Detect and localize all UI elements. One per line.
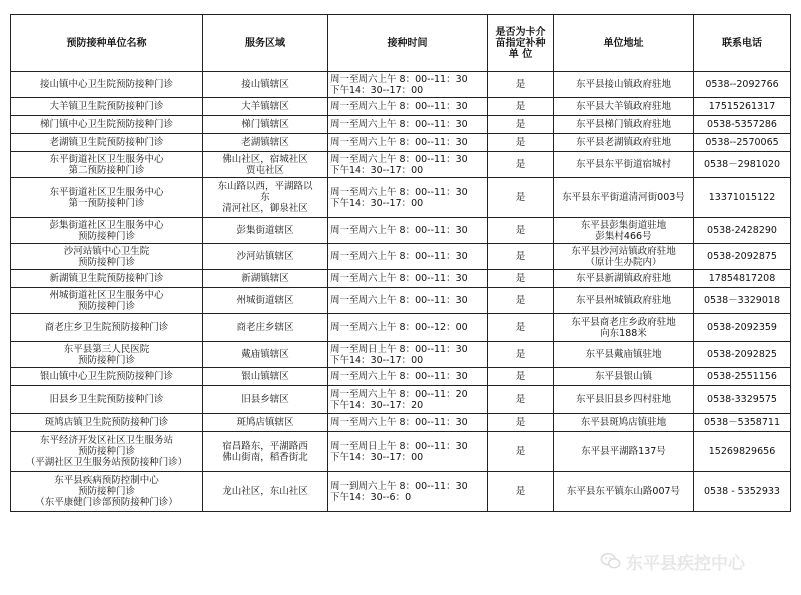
phone-cell: 0538-5357286 — [694, 116, 791, 134]
unit-name-cell: 银山镇中心卫生院预防接种门诊 — [11, 368, 203, 386]
address-cell: 东平县彭集街道驻地 彭集村466号 — [554, 218, 694, 244]
phone-cell: 0538-2551156 — [694, 368, 791, 386]
header-bcg-designated: 是否为卡介 苗指定补种 单 位 — [488, 15, 554, 72]
table-row — [11, 244, 791, 270]
vaccination-time-cell: 周一至周六上午 8：00--11：30 — [328, 98, 488, 116]
vaccination-time-cell: 周一至周六上午 8：00--11：30 — [328, 134, 488, 152]
phone-cell: 0538 - 5352933 — [694, 472, 791, 512]
address-cell: 东平县斑鸠店镇驻地 — [554, 414, 694, 432]
phone-cell: 13371015122 — [694, 178, 791, 218]
table-row — [11, 134, 791, 152]
unit-name-cell: 梯门镇中心卫生院预防接种门诊 — [11, 116, 203, 134]
service-area-cell: 老湖镇辖区 — [203, 134, 328, 152]
bcg-designated-cell: 是 — [488, 314, 554, 342]
service-area-cell: 银山镇辖区 — [203, 368, 328, 386]
bcg-designated-cell: 是 — [488, 432, 554, 472]
bcg-designated-cell: 是 — [488, 472, 554, 512]
vaccination-time-cell: 周一至周六上午 8：00--11：30 — [328, 368, 488, 386]
vaccination-time-cell: 周一至周六上午 8：00--11：30 — [328, 116, 488, 134]
address-cell: 东平县东平镇东山路007号 — [554, 472, 694, 512]
service-area-cell: 戴庙镇辖区 — [203, 342, 328, 368]
phone-cell: 0538-2092875 — [694, 244, 791, 270]
vaccination-time-cell: 周一到周六上午 8：00--11：30 下午14：30--6：0 — [328, 472, 488, 512]
table-row — [11, 386, 791, 414]
table-row — [11, 288, 791, 314]
bcg-designated-cell: 是 — [488, 342, 554, 368]
vaccination-time-cell: 周一至周六上午 8：00--11：30 下午14：30--17：00 — [328, 178, 488, 218]
unit-name-cell: 斑鸠店镇卫生院预防接种门诊 — [11, 414, 203, 432]
service-area-cell: 接山镇辖区 — [203, 72, 328, 98]
bcg-designated-cell: 是 — [488, 386, 554, 414]
address-cell: 东平县平湖路137号 — [554, 432, 694, 472]
phone-cell: 0538-3329575 — [694, 386, 791, 414]
table-row — [11, 178, 791, 218]
unit-name-cell: 沙河站镇中心卫生院 预防接种门诊 — [11, 244, 203, 270]
phone-cell: 0538--2570065 — [694, 134, 791, 152]
table-header-row — [11, 15, 791, 72]
phone-cell: 0538-2092359 — [694, 314, 791, 342]
header-vaccination-time: 接种时间 — [328, 15, 488, 72]
header-address: 单位地址 — [554, 15, 694, 72]
bcg-designated-cell: 是 — [488, 72, 554, 98]
bcg-designated-cell: 是 — [488, 134, 554, 152]
service-area-cell: 州城街道辖区 — [203, 288, 328, 314]
service-area-cell: 梯门镇辖区 — [203, 116, 328, 134]
vaccination-time-cell: 周一至周六上午 8：00--11：30 下午14：30--17：00 — [328, 152, 488, 178]
unit-name-cell: 商老庄乡卫生院预防接种门诊 — [11, 314, 203, 342]
table-row — [11, 432, 791, 472]
address-cell: 东平县东平街道清河街003号 — [554, 178, 694, 218]
vaccination-time-cell: 周一至周六上午 8：00--11：30 — [328, 218, 488, 244]
address-cell: 东平县梯门镇政府驻地 — [554, 116, 694, 134]
bcg-designated-cell: 是 — [488, 244, 554, 270]
phone-cell: 0538－2981020 — [694, 152, 791, 178]
wechat-icon — [600, 550, 622, 572]
unit-name-cell: 东平县疾病预防控制中心 预防接种门诊 （东平康健门诊部预防接种门诊） — [11, 472, 203, 512]
unit-name-cell: 老湖镇卫生院预防接种门诊 — [11, 134, 203, 152]
address-cell: 东平县旧县乡四村驻地 — [554, 386, 694, 414]
table-row — [11, 98, 791, 116]
unit-name-cell: 东平街道社区卫生服务中心 第一预防接种门诊 — [11, 178, 203, 218]
unit-name-cell: 大羊镇卫生院预防接种门诊 — [11, 98, 203, 116]
address-cell: 东平县东平街道宿城村 — [554, 152, 694, 178]
unit-name-cell: 彭集街道社区卫生服务中心 预防接种门诊 — [11, 218, 203, 244]
service-area-cell: 东山路以西，平湖路以 东 清河社区，御泉社区 — [203, 178, 328, 218]
table-row — [11, 116, 791, 134]
unit-name-cell: 旧县乡卫生院预防接种门诊 — [11, 386, 203, 414]
service-area-cell: 商老庄乡辖区 — [203, 314, 328, 342]
vaccination-time-cell: 周一至周日上午 8：00--11：30 下午14：30--17：00 — [328, 342, 488, 368]
phone-cell: 17515261317 — [694, 98, 791, 116]
address-cell: 东平县州城镇政府驻地 — [554, 288, 694, 314]
phone-cell: 0538－5358711 — [694, 414, 791, 432]
address-cell: 东平县接山镇政府驻地 — [554, 72, 694, 98]
service-area-cell: 沙河站镇辖区 — [203, 244, 328, 270]
header-service-area: 服务区域 — [203, 15, 328, 72]
service-area-cell: 佛山社区，宿城社区 贾屯社区 — [203, 152, 328, 178]
service-area-cell: 宿昌路东，平湖路西 佛山街南，稻香街北 — [203, 432, 328, 472]
watermark-text: 东平县疾控中心 — [626, 553, 745, 574]
vaccination-units-table — [10, 14, 791, 512]
unit-name-cell: 东平经济开发区社区卫生服务站 预防接种门诊 （平湖社区卫生服务站预防接种门诊） — [11, 432, 203, 472]
vaccination-time-cell: 周一至周六上午 8：00--11：30 下午14：30--17：00 — [328, 72, 488, 98]
table-row — [11, 72, 791, 98]
bcg-designated-cell: 是 — [488, 368, 554, 386]
bcg-designated-cell: 是 — [488, 270, 554, 288]
vaccination-time-cell: 周一至周六上午 8：00--12：00 — [328, 314, 488, 342]
vaccination-time-cell: 周一至周六上午 8：00--11：30 — [328, 414, 488, 432]
vaccination-time-cell: 周一至周六上午 8：00--11：30 — [328, 244, 488, 270]
table-row — [11, 152, 791, 178]
unit-name-cell: 东平县第三人民医院 预防接种门诊 — [11, 342, 203, 368]
service-area-cell: 彭集街道辖区 — [203, 218, 328, 244]
watermark — [600, 548, 790, 574]
table-row — [11, 368, 791, 386]
address-cell: 东平县新湖镇政府驻地 — [554, 270, 694, 288]
table-row — [11, 342, 791, 368]
service-area-cell: 斑鸠店镇辖区 — [203, 414, 328, 432]
unit-name-cell: 东平街道社区卫生服务中心 第二预防接种门诊 — [11, 152, 203, 178]
unit-name-cell: 接山镇中心卫生院预防接种门诊 — [11, 72, 203, 98]
service-area-cell: 新湖镇辖区 — [203, 270, 328, 288]
vaccination-time-cell: 周一至周六上午 8：00--11：30 — [328, 270, 488, 288]
bcg-designated-cell: 是 — [488, 178, 554, 218]
bcg-designated-cell: 是 — [488, 116, 554, 134]
service-area-cell: 龙山社区，东山社区 — [203, 472, 328, 512]
address-cell: 东平县老湖镇政府驻地 — [554, 134, 694, 152]
address-cell: 东平县沙河站镇政府驻地 （原计生办院内） — [554, 244, 694, 270]
phone-cell: 0538--2092766 — [694, 72, 791, 98]
header-phone: 联系电话 — [694, 15, 791, 72]
header-unit-name: 预防接种单位名称 — [11, 15, 203, 72]
unit-name-cell: 新湖镇卫生院预防接种门诊 — [11, 270, 203, 288]
bcg-designated-cell: 是 — [488, 218, 554, 244]
service-area-cell: 大羊镇辖区 — [203, 98, 328, 116]
table-row — [11, 270, 791, 288]
bcg-designated-cell: 是 — [488, 414, 554, 432]
bcg-designated-cell: 是 — [488, 98, 554, 116]
unit-name-cell: 州城街道社区卫生服务中心 预防接种门诊 — [11, 288, 203, 314]
bcg-designated-cell: 是 — [488, 288, 554, 314]
phone-cell: 0538-2092825 — [694, 342, 791, 368]
phone-cell: 0538－3329018 — [694, 288, 791, 314]
address-cell: 东平县戴庙镇驻地 — [554, 342, 694, 368]
table-row — [11, 414, 791, 432]
bcg-designated-cell: 是 — [488, 152, 554, 178]
phone-cell: 15269829656 — [694, 432, 791, 472]
vaccination-time-cell: 周一至周日上午 8：00--11：30 下午14：30--17：00 — [328, 432, 488, 472]
table-row — [11, 314, 791, 342]
vaccination-time-cell: 周一至周六上午 8：00--11：20 下午14：30--17：20 — [328, 386, 488, 414]
service-area-cell: 旧县乡辖区 — [203, 386, 328, 414]
phone-cell: 0538-2428290 — [694, 218, 791, 244]
table-row — [11, 218, 791, 244]
address-cell: 东平县银山镇 — [554, 368, 694, 386]
vaccination-time-cell: 周一至周六上午 8：00--11：30 — [328, 288, 488, 314]
address-cell: 东平县大羊镇政府驻地 — [554, 98, 694, 116]
address-cell: 东平县商老庄乡政府驻地 向东188米 — [554, 314, 694, 342]
phone-cell: 17854817208 — [694, 270, 791, 288]
table-row — [11, 472, 791, 512]
